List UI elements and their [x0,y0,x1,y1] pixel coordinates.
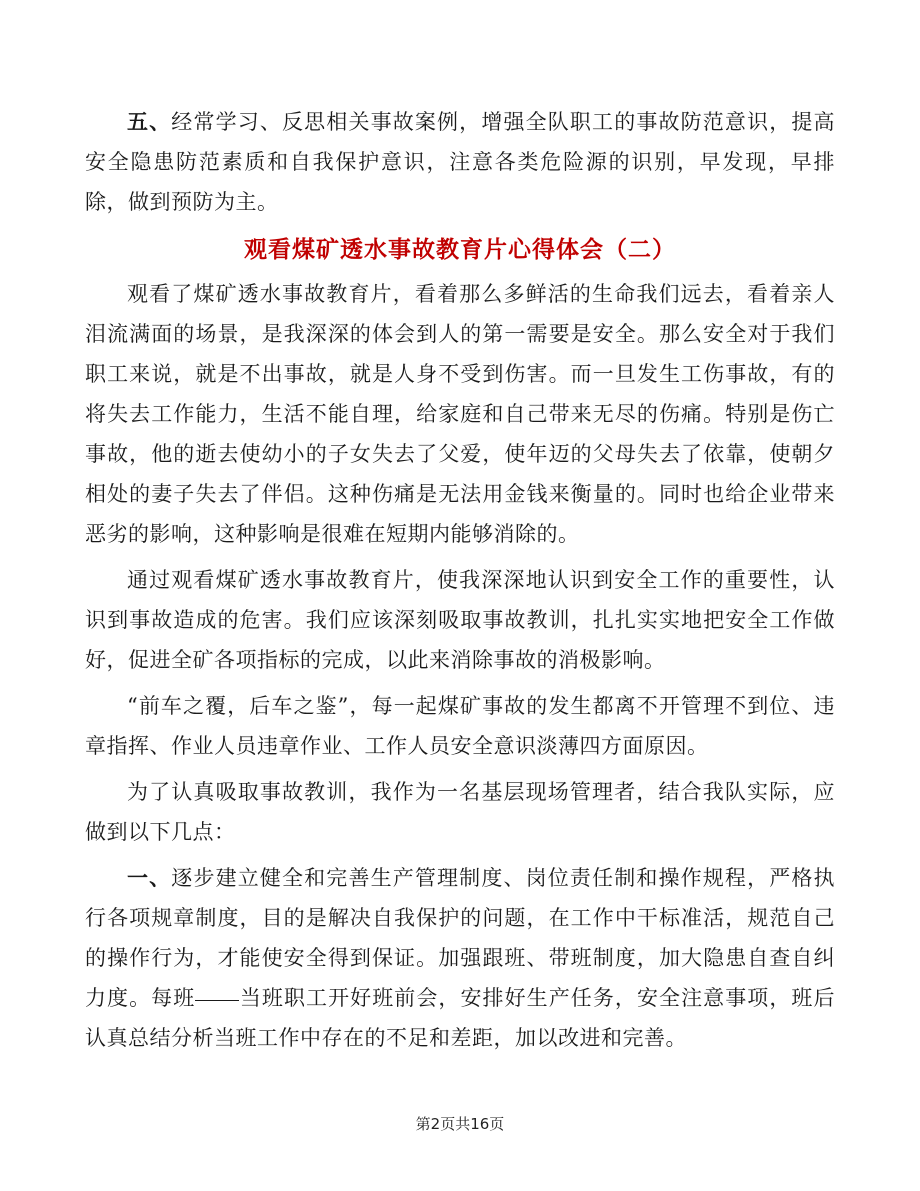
point-one-marker: 一、 [127,865,172,890]
point-one-text-b: 当班职工开好班前会，安排好生产任务，安全注意事项，班后认真总结分析当班工作中存在的不足和差距，加以改进和完善。 [85,986,835,1050]
section-title: 观看煤矿透水事故教育片心得体会（二） [244,236,676,263]
document-body [85,102,835,1058]
fill-in-blank [195,999,239,1001]
point-five-text: 经常学习、反思相关事故案例，增强全队职工的事故防范意识，提高安全隐患防范素质和自我保护意识，注意各类危险源的识别，早发现，早排除，做到预防为主。 [85,110,836,214]
paragraph-3: “前车之覆，后车之鉴”，每一起煤矿事故的发生都离不开管理不到位、违章指挥、作业人员违章作业、工作人员安全意识淡薄四方面原因。 [85,694,835,758]
paragraph-point-five [85,102,835,222]
paragraph-4: 为了认真吸取事故教训，我作为一名基层现场管理者，结合我队实际，应做到以下几点： [85,780,835,844]
page-number-footer: 第2页共16页 [415,1115,505,1133]
point-one-text-a: 逐步建立健全和完善生产管理制度、岗位责任制和操作规程，严格执行各项规章制度，目的是解决自我保护的问题，在工作中干标准活，规范自己的操作行为，才能使安全得到保证。加强跟班、带班制度，加大隐患自查自纠力度。每班 [85,866,836,1010]
point-five-marker: 五、 [127,109,172,134]
paragraph-1: 观看了煤矿透水事故教育片，看着那么多鲜活的生命我们远去，看着亲人泪流满面的场景，是我深深的体会到人的第一需要是安全。那么安全对于我们职工来说，就是不出事故，就是人身不受到伤害。而一旦发生工伤事故，有的将失去工作能力，生活不能自理，给家庭和自己带来无尽的伤痛。特别是伤亡事故，他的逝去使幼小的子女失去了父爱，使年迈的父母失去了依靠，使朝夕相处的妻子失去了伴侣。这种伤痛是无法用金钱来衡量的。同时也给企业带来恶劣的影响，这种影响是很难在短期内能够消除的。 [85,282,835,546]
paragraph-point-one [85,858,835,1058]
paragraph-2: 通过观看煤矿透水事故教育片，使我深深地认识到安全工作的重要性，认识到事故造成的危害。我们应该深刻吸取事故教训，扎扎实实地把安全工作做好，促进全矿各项指标的完成，以此来消除事故的消极影响。 [85,568,835,672]
